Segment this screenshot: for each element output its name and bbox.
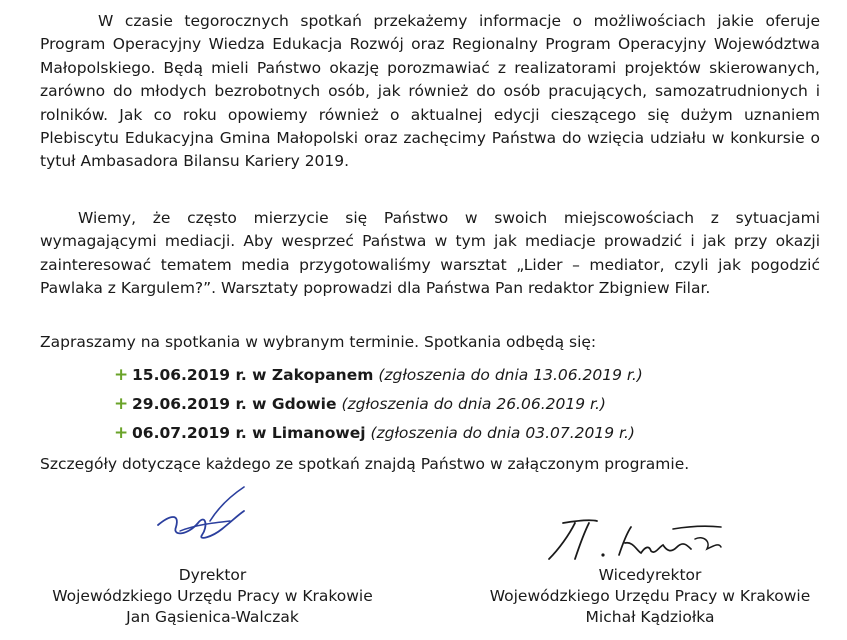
signatory-office: Wojewódzkiego Urzędu Pracy w Krakowie: [52, 587, 373, 605]
meeting-date: 29.06.2019 r. w Gdowie: [132, 395, 337, 413]
plus-bullet-icon: +: [114, 365, 129, 385]
paragraph-mediation-workshop: Wiemy, że często mierzycie się Państwo w swoich miejscowościach z sytuacjami wymagającymi mediacji. Aby wesprzeć Państwa w tym jak mediacje prowadzić i jak przy okazji zainteresować tematem media przygotowaliśmy warsztat „Lider – mediator, czyli jak pogodzić Pawlaka z Kargulem?”. Warsztaty poprowadzi dla Państwa Pan redaktor Zbigniew Filar.: [40, 209, 820, 298]
meeting-deadline: (zgłoszenia do dnia 13.06.2019 r.): [378, 366, 643, 384]
signature-block-director: [40, 565, 385, 628]
closing-line: Szczegóły dotyczące każdego ze spotkań znajdą Państwo w załączonym programie.: [40, 455, 690, 473]
signatory-title: Wicedyrektor: [598, 566, 702, 584]
invitation-line: Zapraszamy na spotkania w wybranym terminie. Spotkania odbędą się:: [40, 333, 597, 351]
handwritten-signature-right: [545, 515, 725, 565]
meeting-deadline: (zgłoszenia do dnia 26.06.2019 r.): [341, 395, 606, 413]
meeting-dates-list: [114, 364, 643, 451]
handwritten-signature-left: [150, 485, 260, 550]
signature-block-deputy-director: [470, 565, 830, 628]
meeting-item: [114, 393, 643, 422]
plus-bullet-icon: +: [114, 394, 129, 414]
signatory-name: Jan Gąsienica-Walczak: [126, 608, 299, 626]
meeting-deadline: (zgłoszenia do dnia 03.07.2019 r.): [370, 424, 635, 442]
meeting-date: 06.07.2019 r. w Limanowej: [132, 424, 366, 442]
plus-bullet-icon: +: [114, 423, 129, 443]
signatory-title: Dyrektor: [178, 566, 247, 584]
meeting-date: 15.06.2019 r. w Zakopanem: [132, 366, 374, 384]
signatory-name: Michał Kądziołka: [585, 608, 715, 626]
meeting-item: [114, 422, 643, 451]
paragraph-programs: W czasie tegorocznych spotkań przekażemy informacje o możliwościach jakie oferuje Program Operacyjny Wiedza Edukacja Rozwój oraz Regionalny Program Operacyjny Województwa Małopolskiego. Będą mieli Państwo okazję porozmawiać z realizatorami projektów skierowanych, zarówno do młodych bezrobotnych osób, jak również do osób pracujących, samozatrudnionych i rolników. Jak co roku opowiemy również o aktualnej edycji cieszącego się dużym uznaniem Plebiscytu Edukacyjna Gmina Małopolski oraz zachęcimy Państwa do wzięcia udziału w konkursie o tytuł Ambasadora Bilansu Kariery 2019.: [40, 12, 820, 171]
signatory-office: Wojewódzkiego Urzędu Pracy w Krakowie: [489, 587, 811, 605]
meeting-item: [114, 364, 643, 393]
